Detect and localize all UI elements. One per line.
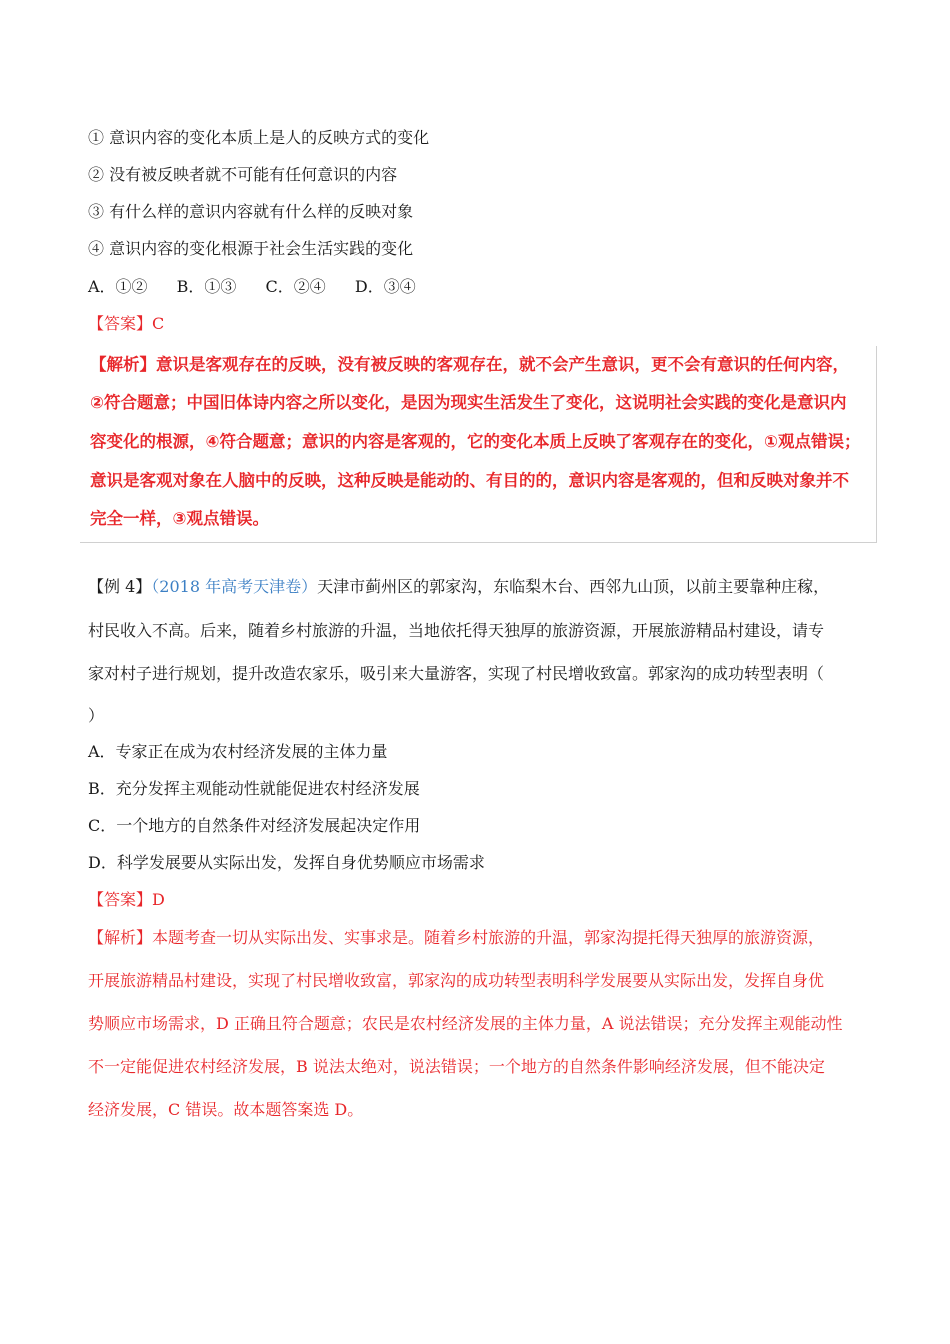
q3-analysis-line: 【解析】意识是客观存在的反映，没有被反映的客观存在，就不会产生意识，更不会有意识的任何内容， <box>90 355 849 374</box>
q4-source: （2018 年高考天津卷） <box>151 577 318 596</box>
q4-option-a: A．专家正在成为农村经济发展的主体力量 <box>88 742 388 761</box>
q3-analysis-box <box>80 346 877 543</box>
q4-stem-line: ） <box>88 706 105 725</box>
q3-answer-value: C <box>152 314 165 333</box>
q4-stem-first-line <box>88 577 829 597</box>
q3-analysis-line: ②符合题意；中国旧体诗内容之所以变化，是因为现实生活发生了变化，这说明社会实践的变化是意识内 <box>90 393 847 412</box>
q4-analysis-line: 【解析】本题考查一切从实际出发、实事求是。随着乡村旅游的升温，郭家沟提托得天独厚的旅游资源， <box>88 928 825 947</box>
q4-analysis-line: 开展旅游精品村建设，实现了村民增收致富，郭家沟的成功转型表明科学发展要从实际出发，发挥自身优 <box>88 971 825 990</box>
statement-1: ① 意识内容的变化本质上是人的反映方式的变化 <box>88 128 430 147</box>
q3-analysis-line: 意识是客观对象在人脑中的反映，这种反映是能动的、有目的的，意识内容是客观的，但和反映对象并不 <box>90 471 849 490</box>
q4-answer-value: D <box>152 890 165 909</box>
q4-analysis-line: 势顺应市场需求，D 正确且符合题意；农民是农村经济发展的主体力量，A 说法错误；充分发挥主观能动性 <box>88 1014 843 1033</box>
q3-option-b: B．①③ <box>176 277 237 296</box>
q3-option-d: D．③④ <box>354 277 416 296</box>
q4-answer-label: 【答案】 <box>88 890 153 909</box>
q4-stem-line: 村民收入不高。后来，随着乡村旅游的升温，当地依托得天独厚的旅游资源，开展旅游精品村建设，请专 <box>88 621 825 640</box>
q4-tag: 【例 4】 <box>88 577 152 596</box>
q3-option-c: C．②④ <box>265 277 326 296</box>
q3-options <box>88 277 440 297</box>
statement-4: ④ 意识内容的变化根源于社会生活实践的变化 <box>88 239 414 258</box>
q4-analysis-line: 不一定能促进农村经济发展，B 说法太绝对，说法错误；一个地方的自然条件影响经济发展，但不能决定 <box>88 1057 825 1076</box>
q4-stem-line: 家对村子进行规划，提升改造农家乐，吸引来大量游客，实现了村民增收致富。郭家沟的成功转型表明（ <box>88 664 825 683</box>
q4-option-d: D．科学发展要从实际出发，发挥自身优势顺应市场需求 <box>88 853 485 872</box>
statement-3: ③ 有什么样的意识内容就有什么样的反映对象 <box>88 202 414 221</box>
q4-analysis-line: 经济发展，C 错误。故本题答案选 D。 <box>88 1100 364 1119</box>
q3-option-a: A．①② <box>88 277 148 296</box>
statement-2: ② 没有被反映者就不可能有任何意识的内容 <box>88 165 398 184</box>
q4-stem-line: 天津市蓟州区的郭家沟，东临梨木台、西邻九山顶，以前主要靠种庄稼， <box>317 577 830 596</box>
q3-analysis-line: 完全一样，③观点错误。 <box>90 509 269 528</box>
q3-answer-label: 【答案】 <box>88 314 153 333</box>
q4-option-b: B．充分发挥主观能动性就能促进农村经济发展 <box>88 779 420 798</box>
q4-option-c: C．一个地方的自然条件对经济发展起决定作用 <box>88 816 421 835</box>
q3-answer <box>88 314 164 334</box>
q3-analysis-line: 容变化的根源，④符合题意；意识的内容是客观的，它的变化本质上反映了客观存在的变化，①观点错误； <box>90 432 861 451</box>
q4-answer <box>88 890 165 910</box>
